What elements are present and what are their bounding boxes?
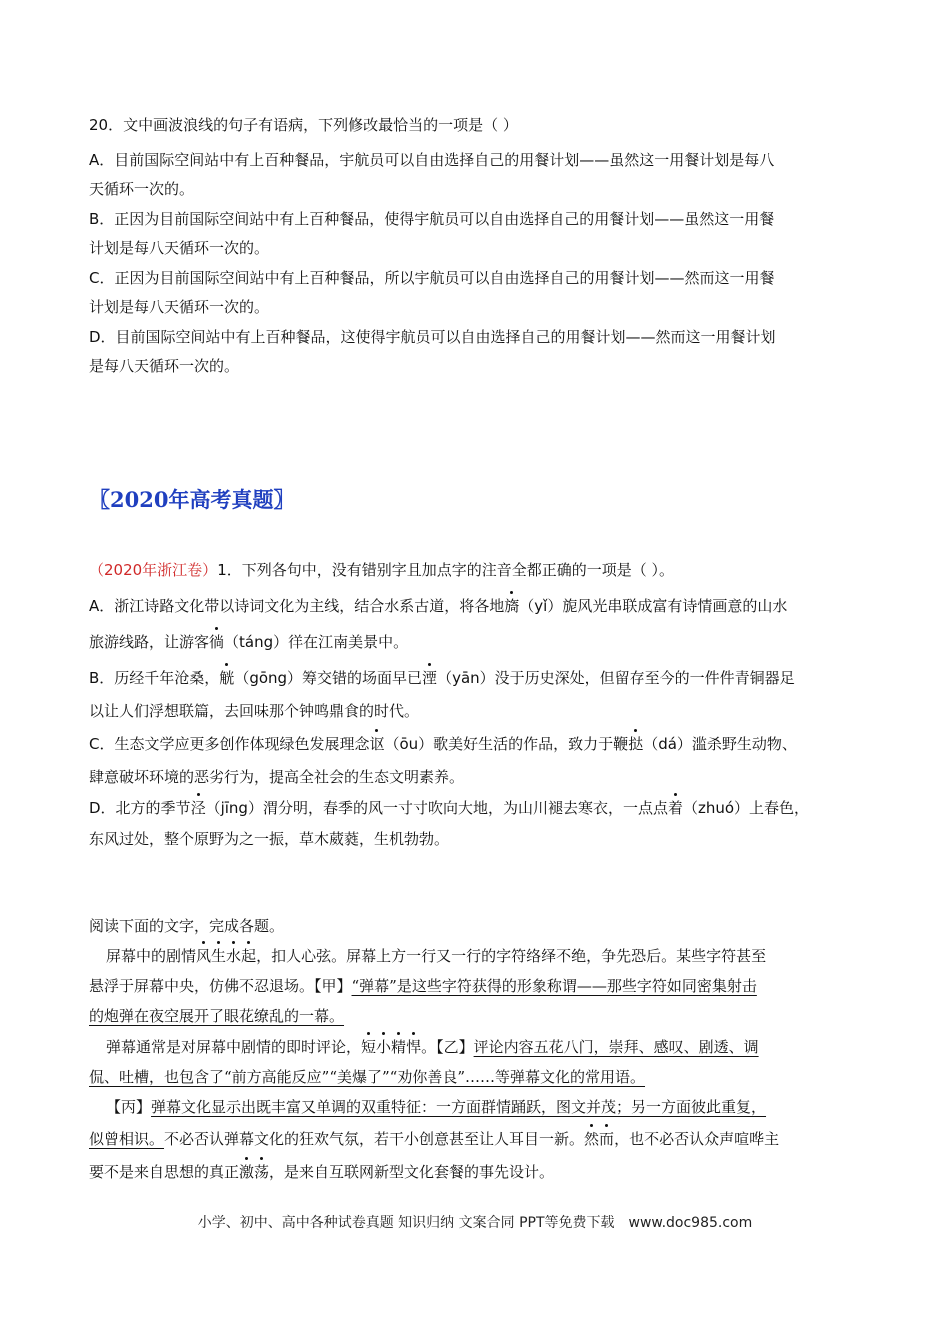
q1-source: （2020年浙江卷） [89,561,218,579]
dotted-char: 而 [599,1130,615,1148]
q1-option-d-cont: 东风过处，整个原野为之一振，草木葳蕤，生机勃勃。 [89,830,450,848]
q1-stem: 1．下列各句中，没有错别字且加点字的注音全都正确的一项是（ ）。 [217,561,675,579]
text: D．北方的季节 [89,799,191,817]
dotted-char: 着 [667,799,683,817]
q1-option-c [89,734,797,754]
text: A．浙江诗路文化带以诗词文化为主线，结合水系古道，将各地 [89,597,505,615]
q1-option-d [89,798,809,818]
reading-p2-line2 [89,1067,645,1087]
section-heading: 〖2020年高考真题〗 [89,487,295,512]
dotted-char: 荡 [254,1163,270,1181]
reading-p3-line2 [89,1129,779,1149]
reading-p3-line1 [106,1097,766,1117]
q20-option-a: A．目前国际空间站中有上百种餐品，宇航员可以自由选择自己的用餐计划——虽然这一用餐计划是每八 [89,151,775,169]
text: B．历经千年沧桑， [89,669,220,687]
dotted-char: 激 [239,1163,255,1181]
dotted-char: 风 [196,947,212,965]
text: （ōu）歌美好生活的作品，致力于鞭 [384,735,629,753]
underlined-sentence: 似曾相识。 [89,1130,165,1148]
dotted-char: 起 [241,947,257,965]
reading-intro: 阅读下面的文字，完成各题。 [89,917,285,935]
underlined-sentence: “弹幕”是这些字符获得的形象称谓——那些字符如同密集射击 [351,977,757,995]
q1-option-a [89,596,787,616]
q1-option-a-cont [89,632,408,652]
dotted-char: 挞 [628,735,644,753]
underlined-sentence: 弹幕文化显示出既丰富又单调的双重特征：一方面群情踊跃，图文并茂；另一方面彼此重复， [151,1098,767,1116]
text: ，也不必否认众声喧哗主 [614,1130,780,1148]
dotted-char: 水 [226,947,242,965]
text: （zhuó）上春色， [682,799,810,817]
q20-stem: 20．文中画波浪线的句子有语病，下列修改最恰当的一项是（ ） [89,116,518,134]
dotted-char: 小 [376,1038,392,1056]
dotted-char: 短 [361,1038,377,1056]
footer-site-link[interactable]: www.doc985.com [628,1215,753,1231]
text: 弹幕通常是对屏幕中剧情的即时评论， [106,1038,362,1056]
text: ，是来自互联网新型文化套餐的事先设计。 [269,1163,555,1181]
text: C．生态文学应更多创作体现绿色发展理念 [89,735,370,753]
text: 。【乙】 [421,1038,474,1056]
underlined-sentence: 评论内容五花八门，崇拜、感叹、剧透、调 [473,1038,759,1056]
q20-option-b: B．正因为目前国际空间站中有上百种餐品，使得宇航员可以自由选择自己的用餐计划——虽然这一用餐 [89,210,775,228]
dotted-char: 湮 [422,669,438,687]
dotted-char: 徜 [209,633,225,651]
footer-text: 小学、初中、高中各种试卷真题 知识归纳 文案合同 PPT等免费下载 [197,1215,615,1231]
q20-option-c-cont: 计划是每八天循环一次的。 [89,298,270,316]
reading-p2-line1 [106,1037,759,1057]
text: ，扣人心弦。屏幕上方一行又一行的字符络绎不绝，争先恐后。某些字符甚至 [256,947,767,965]
page-footer [0,1212,950,1232]
text: 旅游线路，让游客 [89,633,210,651]
dotted-char: 泾 [190,799,206,817]
text: 悬浮于屏幕中央，仿佛不忍退场。【甲】 [89,977,352,995]
q20-option-c: C．正因为目前国际空间站中有上百种餐品，所以宇航员可以自由选择自己的用餐计划——然而这一用餐 [89,269,775,287]
q1-option-b-cont: 以让人们浮想联篇，去回味那个钟鸣鼎食的时代。 [89,702,420,720]
dotted-char: 生 [211,947,227,965]
dotted-char: 讴 [369,735,385,753]
text: 屏幕中的剧情 [106,947,197,965]
text: （jīng）渭分明，春季的风一寸寸吹向大地，为山川褪去寒衣，一点点 [205,799,668,817]
reading-p1-line3 [89,1006,344,1026]
dotted-char: 精 [391,1038,407,1056]
underlined-sentence: 侃、吐槽，也包含了“前方高能反应”“美爆了”“劝你善良”……等弹幕文化的常用语。 [89,1068,646,1086]
q1-stem-line [89,560,674,580]
text: （gōng）筹交错的场面早已 [234,669,423,687]
q20-option-b-cont: 计划是每八天循环一次的。 [89,239,270,257]
text: 不必否认弹幕文化的狂欢气氛，若干小创意甚至让人耳目一新。 [164,1130,585,1148]
underlined-sentence: 的炮弹在夜空展开了眼花缭乱的一幕。 [89,1007,345,1025]
q20-option-d-cont: 是每八天循环一次的。 [89,357,240,375]
dotted-char: 旖 [504,597,520,615]
reading-p1-line2 [89,976,757,996]
text: （dá）滥杀野生动物、 [643,735,797,753]
reading-p3-line3 [89,1162,554,1182]
reading-p1-line1 [106,946,766,966]
text: 【丙】 [106,1098,152,1116]
text: （táng）徉在江南美景中。 [224,633,409,651]
dotted-char: 悍 [406,1038,422,1056]
text: （yǐ）旎风光串联成富有诗情画意的山水 [519,597,788,615]
q1-option-b [89,668,795,688]
q20-option-a-cont: 天循环一次的。 [89,180,195,198]
text: （yān）没于历史深处，但留存至今的一件件青铜器足 [437,669,795,687]
q1-option-c-cont: 肆意破坏环境的恶劣行为，提高全社会的生态文明素养。 [89,768,465,786]
text: 要不是来自思想的真正 [89,1163,240,1181]
dotted-char: 然 [584,1130,600,1148]
dotted-char: 觥 [219,669,235,687]
q20-option-d: D．目前国际空间站中有上百种餐品，这使得宇航员可以自由选择自己的用餐计划——然而这一用餐计划 [89,328,776,346]
